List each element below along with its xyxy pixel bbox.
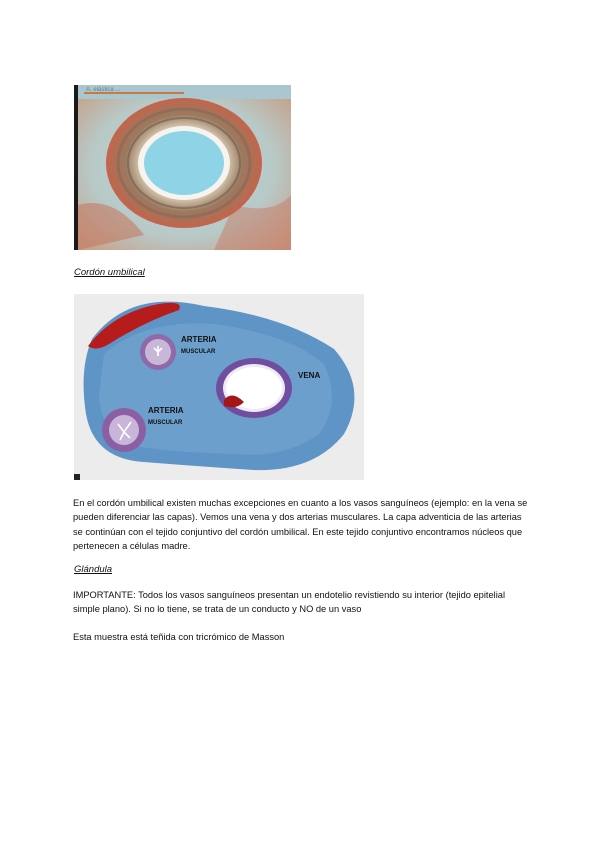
section-heading-cordon-umbilical: Cordón umbilical [74, 267, 145, 278]
umbilical-cord-image [74, 294, 364, 480]
paragraph-importante: IMPORTANTE: Todos los vasos sanguíneos presentan un endotelio revistiendo su interior (tejido epitelial simple plano). Si no lo tiene, se trata de un conducto y NO de un vaso [73, 590, 506, 615]
label-arteria-2-line2: MUSCULAR [148, 420, 183, 426]
umbilical-cord-illustration [74, 294, 364, 480]
vessel-cross-section-illustration [74, 85, 291, 250]
label-vena: VENA [298, 371, 321, 380]
paragraph-cordon-umbilical: En el cordón umbilical existen muchas excepciones en cuanto a los vasos sanguíneos (ejemplo: en la vena se pueden diferenciar las capas). Vemos una vena y dos arterias musculares. La capa adventicia de las arterias se continúan con el tejido conjuntivo del cordón umbilical. En este tejido conjuntivo encontramos núcleos que pertenecen a células madre. [73, 498, 528, 551]
label-arteria-1-line1: ARTERIA [181, 335, 217, 344]
section-heading-glandula: Glándula [74, 564, 113, 575]
paragraph-masson-stain: Esta muestra está teñida con tricrómico de Masson [73, 632, 285, 642]
figure-label-strip: A. elástica ... [86, 87, 121, 93]
vessel-histology-image [74, 85, 291, 250]
label-arteria-2-line1: ARTERIA [148, 406, 184, 415]
label-arteria-1-line2: MUSCULAR [181, 349, 216, 355]
